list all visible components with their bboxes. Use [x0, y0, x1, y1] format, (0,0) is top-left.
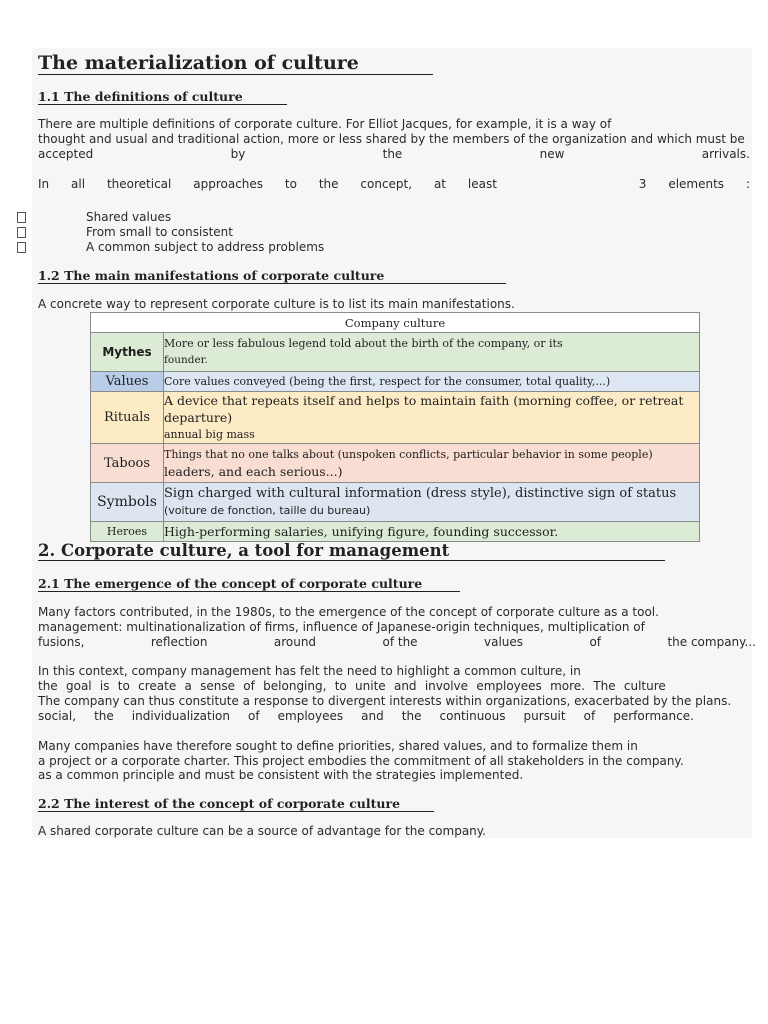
- para-definitions-line3: accepted by the new arrivals.: [38, 147, 750, 161]
- para-emergence-line2: management: multinationalization of firms, influence of Japanese-origin techniques, multiplication of: [38, 620, 645, 634]
- table-row: [91, 444, 700, 483]
- list-item: From small to consistent: [17, 225, 324, 240]
- para-context-line2: the goal is to create a sense of belonging, to unite and involve employees more. The culture: [38, 679, 666, 693]
- row-label-rituals: Rituals: [91, 392, 164, 444]
- section-1-2-heading: 1.2 The main manifestations of corporate culture: [38, 268, 506, 284]
- list-item: A common subject to address problems: [17, 240, 324, 255]
- culture-table: [90, 312, 700, 542]
- row-desc-values: Core values conveyed (being the first, respect for the consumer, total quality,...): [164, 372, 700, 392]
- section-2-1-heading: 2.1 The emergence of the concept of corporate culture: [38, 576, 460, 592]
- para-emergence-line1: Many factors contributed, in the 1980s, to the emergence of the concept of corporate culture as a tool.: [38, 605, 659, 619]
- table-row: [91, 392, 700, 444]
- row-label-mythes: Mythes: [91, 333, 164, 372]
- para-context-line4: social, the individualization of employees and the continuous pursuit of performance.: [38, 709, 694, 723]
- table-row: [91, 333, 700, 372]
- bullet-box-icon: [17, 242, 26, 253]
- para-companies-line2: a project or a corporate charter. This project embodies the commitment of all stakeholders in the company.: [38, 754, 684, 768]
- row-label-values: Values: [91, 372, 164, 392]
- document-title: The materialization of culture: [38, 50, 433, 76]
- para-definitions-line2: thought and usual and traditional action, more or less shared by the members of the organization and which must be: [38, 132, 745, 146]
- para-companies-line3: as a common principle and must be consistent with the strategies implemented.: [38, 768, 524, 782]
- row-label-taboos: Taboos: [91, 444, 164, 483]
- list-item: Shared values: [17, 210, 324, 225]
- section-2-heading: 2. Corporate culture, a tool for management: [38, 540, 665, 562]
- table-row: [91, 483, 700, 522]
- row-desc-rituals: A device that repeats itself and helps to maintain faith (morning coffee, or retreat departure) annual big mass: [164, 392, 700, 444]
- para-context-line3: The company can thus constitute a response to divergent interests within organizations, exacerbated by the plans.: [38, 694, 732, 708]
- row-label-symbols: Symbols: [91, 483, 164, 522]
- section-1-1-heading: 1.1 The definitions of culture: [38, 89, 287, 105]
- para-elements: In all theoretical approaches to the concept, at least 3 elements :: [38, 177, 750, 191]
- para-manifestations-intro: A concrete way to represent corporate culture is to list its main manifestations.: [38, 297, 515, 311]
- row-desc-mythes: More or less fabulous legend told about the birth of the company, or its founder.: [164, 333, 700, 372]
- row-label-heroes: Heroes: [91, 522, 164, 542]
- row-desc-heroes: High-performing salaries, unifying figure, founding successor.: [164, 522, 700, 542]
- bullet-box-icon: [17, 212, 26, 223]
- bullet-list: [17, 210, 324, 255]
- para-companies-line1: Many companies have therefore sought to define priorities, shared values, and to formalize them in: [38, 739, 638, 753]
- bullet-box-icon: [17, 227, 26, 238]
- row-desc-taboos: Things that no one talks about (unspoken conflicts, particular behavior in some people) leaders, and each serious...): [164, 444, 700, 483]
- section-2-2-heading: 2.2 The interest of the concept of corporate culture: [38, 796, 434, 812]
- row-desc-symbols: Sign charged with cultural information (dress style), distinctive sign of status (voiture de fonction, taille du bureau): [164, 483, 700, 522]
- table-header: Company culture: [91, 313, 700, 333]
- para-emergence-line3: fusions, reflection around of the values of the company...: [38, 635, 756, 649]
- table-row: [91, 372, 700, 392]
- para-definitions-line1: There are multiple definitions of corporate culture. For Elliot Jacques, for example, it is a way of: [38, 117, 612, 131]
- para-interest: A shared corporate culture can be a source of advantage for the company.: [38, 824, 486, 838]
- para-context-line1: In this context, company management has felt the need to highlight a common culture, in: [38, 664, 581, 678]
- table-row: [91, 522, 700, 542]
